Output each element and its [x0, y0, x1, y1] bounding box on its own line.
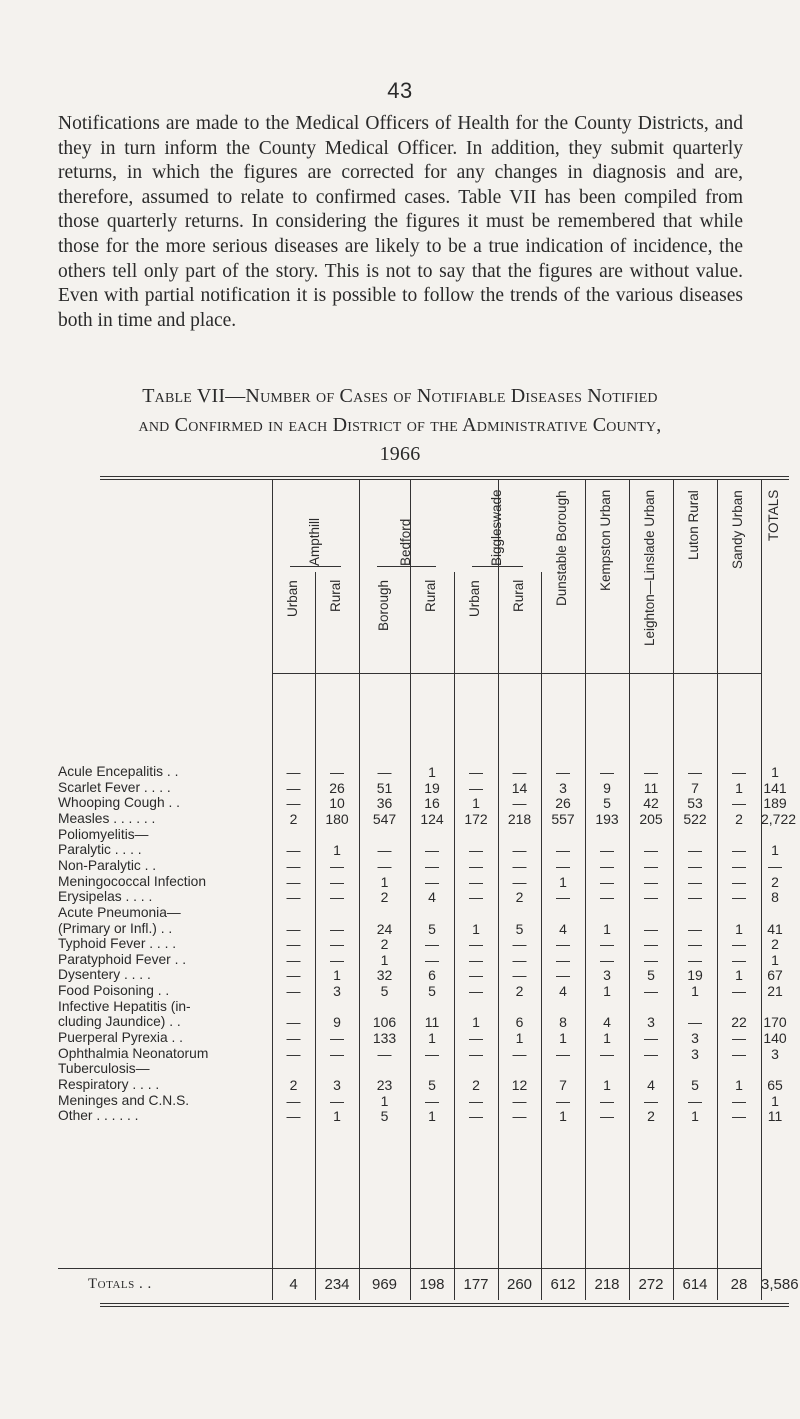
- table-cell: 1: [515, 1030, 524, 1047]
- table-cell: —: [600, 857, 614, 874]
- table-cell: 2: [515, 889, 524, 906]
- table-cell: 6: [428, 967, 436, 984]
- table-cell: 1: [333, 967, 341, 984]
- table-cell: 1: [559, 1030, 567, 1047]
- table-cell: 2: [771, 936, 779, 953]
- table-cell: —: [688, 1014, 702, 1031]
- row-label: Paralytic . . . .: [58, 842, 142, 858]
- table-cell: —: [286, 1030, 301, 1047]
- table-cell: 3: [559, 779, 567, 796]
- row-label: Erysipelas . . . .: [58, 889, 153, 905]
- table-cell: —: [556, 951, 570, 968]
- table-cell: —: [732, 1045, 746, 1062]
- table-cell: —: [512, 857, 527, 874]
- table-cell: —: [512, 1092, 527, 1109]
- table-cell: 8: [771, 889, 779, 906]
- table-cell: —: [644, 920, 658, 937]
- table-cell: 2: [380, 936, 389, 953]
- table-cell: 1: [603, 1030, 611, 1047]
- table-cell: —: [732, 889, 746, 906]
- table-cell: 141: [763, 779, 787, 796]
- table-top-rule: [100, 476, 789, 477]
- table-cell: 1: [735, 967, 743, 984]
- row-label: Non-Paralytic . .: [58, 857, 157, 873]
- table-cell: 2: [380, 889, 389, 906]
- table-cell: —: [425, 1092, 439, 1109]
- table-cell: —: [732, 857, 746, 874]
- table-cell: —: [644, 764, 658, 780]
- table-cell: —: [732, 842, 746, 859]
- table-cell: 11: [767, 1108, 783, 1125]
- table-cell: 1: [380, 873, 389, 890]
- table-cell: —: [644, 873, 658, 890]
- group-label: Biggleswade: [488, 489, 504, 566]
- table-cell: 67: [767, 967, 783, 984]
- table-cell: 1: [691, 1108, 699, 1125]
- table-cell: 1: [691, 983, 699, 1000]
- totals-cell: 272: [638, 1276, 664, 1293]
- table-cell: —: [644, 951, 658, 968]
- table-cell: —: [286, 873, 301, 890]
- table-top-rule-2: [100, 479, 789, 480]
- table-cell: —: [688, 873, 702, 890]
- table-cell: 1: [603, 920, 611, 937]
- table-cell: —: [286, 889, 301, 906]
- table-cell: —: [286, 936, 301, 953]
- table-cell: —: [688, 889, 702, 906]
- row-label: Other . . . . . .: [58, 1108, 139, 1124]
- row-label: Paratyphoid Fever . .: [58, 951, 187, 967]
- row-label: Ophthalmia Neonatorum: [58, 1045, 209, 1061]
- table-cell: —: [330, 1092, 344, 1109]
- table-cell: —: [425, 842, 439, 859]
- table-cell: 205: [639, 810, 663, 827]
- table-cell: —: [469, 1108, 483, 1125]
- totals-cell: 614: [682, 1276, 708, 1293]
- table-cell: 6: [515, 1014, 524, 1031]
- table-cell: —: [732, 873, 746, 890]
- table-cell: 2: [515, 983, 524, 1000]
- table-cell: —: [286, 842, 301, 859]
- table-cell: —: [330, 1045, 344, 1062]
- table-cell: 170: [763, 1014, 787, 1031]
- table-cell: 1: [333, 842, 341, 859]
- table-cell: 4: [603, 1014, 611, 1031]
- row-label: Whooping Cough . .: [58, 795, 180, 811]
- table-cell: —: [512, 951, 527, 968]
- table-cell: 1: [735, 779, 743, 796]
- table-cell: —: [469, 967, 483, 984]
- totals-cell: 177: [463, 1276, 489, 1293]
- table-cell: —: [330, 857, 344, 874]
- column-header: Dunstable Borough: [554, 490, 569, 606]
- table-cell: 2,722: [761, 810, 797, 827]
- page-number: 43: [387, 78, 413, 103]
- table-cell: —: [469, 936, 483, 953]
- column-header: Sandy Urban: [730, 490, 745, 569]
- table-cell: 21: [767, 983, 783, 1000]
- table-cell: 1: [472, 1014, 480, 1031]
- table-cell: —: [425, 857, 439, 874]
- table-cell: 1: [472, 920, 480, 937]
- caption-line-1: Table VII—Number of Cases of Notifiable Diseases Notified: [142, 385, 658, 407]
- table-cell: —: [469, 1045, 483, 1062]
- row-label: Typhoid Fever . . . .: [58, 936, 177, 952]
- table-cell: 5: [691, 1077, 699, 1093]
- table-cell: —: [425, 1045, 439, 1062]
- table-cell: —: [286, 857, 301, 874]
- totals-label: Totals . .: [88, 1276, 152, 1292]
- table-cell: —: [556, 842, 570, 859]
- table-caption: [30, 382, 770, 469]
- totals-cell: 234: [324, 1276, 350, 1293]
- row-label: Acule Encepalitis . .: [58, 764, 179, 779]
- table-cell: —: [330, 873, 344, 890]
- table-cell: 12: [511, 1077, 528, 1093]
- intro-paragraph: Notifications are made to the Medical Officers of Health for the County Districts, and they in turn inform the County Medical Officer. In addition, they submit quarterly returns, in which the figures are corrected for any changes in diagnosis and are, therefore, assumed to relate to confirmed cases. Table VII has been compiled from those quarterly returns. In considering the figures it must be remembered that while those for the more serious diseases are likely to be a true indication of incidence, the others tell only part of the story. This is not to say that the figures are without value. Even with partial notification it is possible to follow the trends of the various diseases both in time and place.: [58, 113, 743, 331]
- table-cell: —: [286, 1108, 301, 1125]
- table-cell: —: [732, 1092, 746, 1109]
- table-cell: —: [644, 1092, 658, 1109]
- table-cell: 53: [687, 795, 703, 812]
- table-cell: —: [286, 1045, 301, 1062]
- table-cell: 2: [289, 1077, 298, 1093]
- table-cell: 3: [771, 1045, 779, 1062]
- table-cell: 5: [647, 967, 655, 984]
- column-header: TOTALS: [766, 490, 781, 542]
- table-cell: —: [600, 951, 614, 968]
- table-cell: —: [469, 983, 483, 1000]
- table-cell: —: [512, 873, 527, 890]
- table-cell: 124: [420, 810, 444, 827]
- table-cell: 14: [511, 779, 528, 796]
- table-cell: 42: [643, 795, 659, 812]
- row-label: Meningococcal Infection: [58, 873, 207, 889]
- table-cell: —: [469, 764, 483, 780]
- table-cell: —: [600, 1092, 614, 1109]
- table-cell: —: [425, 936, 439, 953]
- row-label: Dysentery . . . .: [58, 967, 151, 983]
- table-cell: —: [556, 936, 570, 953]
- table-cell: 1: [771, 1092, 779, 1109]
- table-cell: —: [688, 920, 702, 937]
- table-cell: —: [644, 842, 658, 859]
- table-cell: 24: [376, 920, 393, 937]
- table-cell: —: [469, 1092, 483, 1109]
- table-cell: —: [425, 951, 439, 968]
- table-cell: 5: [380, 983, 389, 1000]
- table-cell: 3: [647, 1014, 655, 1031]
- table-cell: —: [688, 936, 702, 953]
- table-cell: —: [286, 1014, 301, 1031]
- column-header: Urban: [467, 580, 482, 617]
- column-header: Rural: [510, 580, 526, 613]
- table-cell: 9: [603, 779, 611, 796]
- table-cell: —: [330, 920, 344, 937]
- table-cell: —: [286, 795, 301, 812]
- table-cell: 7: [691, 779, 699, 796]
- totals-cell: 612: [550, 1276, 576, 1293]
- table-cell: 522: [683, 810, 707, 827]
- row-label: cluding Jaundice) . .: [58, 1014, 181, 1030]
- table-cell: —: [512, 1045, 527, 1062]
- table-cell: 1: [603, 983, 611, 1000]
- row-label: Measles . . . . . .: [58, 810, 156, 826]
- row-label: Puerperal Pyrexia . .: [58, 1030, 183, 1046]
- table-cell: —: [556, 1045, 570, 1062]
- row-label: Acute Pneumonia—: [58, 904, 181, 920]
- table-cell: —: [377, 1045, 392, 1062]
- table-cell: 4: [559, 920, 567, 937]
- table-cell: 2: [472, 1077, 480, 1093]
- column-header: Rural: [328, 580, 343, 613]
- table-cell: —: [469, 873, 483, 890]
- table-cell: —: [286, 764, 301, 780]
- totals-cell: 28: [730, 1276, 748, 1293]
- table-cell: 2: [771, 873, 779, 890]
- row-label: (Primary or Infl.) . .: [58, 920, 173, 936]
- table-cell: —: [469, 1030, 483, 1047]
- table-cell: 26: [555, 795, 571, 812]
- table-cell: 3: [333, 983, 341, 1000]
- table-cell: —: [732, 764, 746, 780]
- table-cell: —: [469, 889, 483, 906]
- table-cell: 3: [333, 1077, 341, 1093]
- table-cell: 23: [376, 1077, 393, 1093]
- table-cell: 1: [735, 920, 743, 937]
- table-cell: —: [286, 951, 301, 968]
- table-cell: —: [732, 1030, 746, 1047]
- table-cell: 1: [428, 764, 436, 780]
- table-cell: 1: [559, 1108, 567, 1125]
- table-cell: —: [286, 1092, 301, 1109]
- table-cell: 180: [325, 810, 349, 827]
- table-cell: —: [732, 795, 746, 812]
- table-cell: 4: [647, 1077, 655, 1093]
- table-cell: 193: [595, 810, 619, 827]
- table-cell: —: [644, 857, 658, 874]
- table-cell: 140: [763, 1030, 787, 1047]
- table-cell: —: [330, 936, 344, 953]
- table-cell: —: [600, 889, 614, 906]
- table-cell: —: [330, 764, 344, 780]
- row-label: Respiratory . . . .: [58, 1077, 160, 1092]
- table-cell: —: [732, 951, 746, 968]
- table-cell: —: [512, 764, 527, 780]
- table-cell: 19: [687, 967, 703, 984]
- table-cell: 1: [603, 1077, 611, 1093]
- table-cell: 19: [424, 779, 440, 796]
- table-cell: 5: [515, 920, 524, 937]
- table-cell: 5: [428, 920, 436, 937]
- table-cell: 1: [380, 951, 389, 968]
- table-cell: —: [286, 967, 301, 984]
- table-cell: —: [732, 936, 746, 953]
- table-cell: —: [512, 842, 527, 859]
- totals-cell: 3,586: [761, 1276, 799, 1293]
- row-label: Food Poisoning . .: [58, 983, 170, 999]
- table-cell: —: [600, 936, 614, 953]
- column-header: Borough: [375, 580, 391, 632]
- totals-cell: 4: [289, 1276, 298, 1293]
- table-cell: 11: [643, 779, 659, 796]
- table-cell: 1: [559, 873, 567, 890]
- table-cell: 133: [372, 1030, 397, 1047]
- table-cell: —: [644, 889, 658, 906]
- table-cell: 7: [559, 1077, 567, 1093]
- totals-cell: 260: [506, 1276, 533, 1293]
- table-cell: —: [330, 889, 344, 906]
- table-cell: 1: [771, 764, 779, 780]
- table-cell: 557: [551, 810, 575, 827]
- table-cell: —: [512, 936, 527, 953]
- table-cell: —: [377, 764, 392, 780]
- table-cell: 5: [603, 795, 611, 812]
- row-label: Scarlet Fever . . . .: [58, 779, 171, 795]
- table-cell: 22: [731, 1014, 747, 1031]
- table-cell: —: [286, 983, 301, 1000]
- table-cell: 65: [767, 1077, 783, 1093]
- caption-line-2: and Confirmed in each District of the Administrative County,: [138, 414, 662, 436]
- table-cell: 4: [428, 889, 436, 906]
- table-cell: —: [556, 889, 570, 906]
- table-cell: 172: [464, 810, 488, 827]
- group-label: Bedford: [397, 518, 413, 566]
- group-bracket: [290, 566, 341, 567]
- row-label: Meninges and C.N.S.: [58, 1092, 190, 1108]
- table-cell: 51: [376, 779, 393, 796]
- table-bottom-rule: [100, 1303, 789, 1304]
- table-cell: 10: [329, 795, 345, 812]
- table-cell: —: [688, 842, 702, 859]
- table-cell: —: [377, 842, 392, 859]
- table-cell: 547: [372, 810, 397, 827]
- table-cell: —: [768, 857, 782, 874]
- table-cell: 189: [763, 795, 787, 812]
- table-cell: —: [688, 764, 702, 780]
- table-cell: —: [600, 873, 614, 890]
- table-cell: 8: [559, 1014, 567, 1031]
- table-cell: —: [688, 857, 702, 874]
- table-cell: —: [644, 1045, 658, 1062]
- totals-cell: 218: [594, 1276, 620, 1293]
- table-cell: —: [732, 1108, 746, 1125]
- group-bracket: [377, 566, 436, 567]
- table-cell: —: [556, 857, 570, 874]
- table-cell: 1: [735, 1077, 743, 1093]
- table-cell: 4: [559, 983, 567, 1000]
- table-cell: 2: [647, 1108, 655, 1125]
- table-cell: —: [600, 842, 614, 859]
- header-body-rule: [272, 673, 761, 674]
- table-cell: —: [600, 1045, 614, 1062]
- table-cell: 106: [372, 1014, 397, 1031]
- row-label: Tuberculosis—: [58, 1061, 150, 1077]
- table-cell: 32: [376, 967, 393, 984]
- row-label: Infective Hepatitis (in-: [58, 998, 191, 1014]
- table-cell: —: [600, 764, 614, 780]
- table-cell: 1: [771, 842, 779, 859]
- table-cell: —: [732, 983, 746, 1000]
- table-cell: —: [644, 1030, 658, 1047]
- table-cell: 5: [428, 1077, 436, 1093]
- totals-cell: 969: [371, 1276, 398, 1293]
- table-cell: 16: [424, 795, 440, 812]
- table-cell: —: [688, 1092, 702, 1109]
- table-cell: 36: [376, 795, 393, 812]
- group-bracket: [472, 566, 523, 567]
- table-cell: —: [512, 967, 527, 984]
- column-header: Rural: [423, 580, 438, 613]
- table-cell: 3: [603, 967, 611, 984]
- table-cell: —: [330, 951, 344, 968]
- column-header: Luton Rural: [686, 490, 701, 560]
- table-cell: —: [644, 936, 658, 953]
- caption-year: 1966: [379, 443, 421, 465]
- table-cell: —: [469, 857, 483, 874]
- table-cell: —: [644, 983, 658, 1000]
- column-header: Urban: [284, 580, 300, 617]
- table-cell: —: [688, 951, 702, 968]
- table-cell: —: [469, 842, 483, 859]
- table-cell: 5: [380, 1108, 389, 1125]
- table-cell: —: [556, 764, 570, 780]
- table-cell: 5: [428, 983, 436, 1000]
- table-cell: —: [556, 967, 570, 984]
- table-cell: 1: [428, 1108, 436, 1125]
- table-cell: 2: [735, 810, 743, 827]
- table-cell: 1: [333, 1108, 341, 1125]
- table-cell: 26: [329, 779, 345, 796]
- table-cell: —: [286, 920, 301, 937]
- table-cell: 3: [691, 1045, 699, 1062]
- table-cell: 11: [424, 1014, 440, 1031]
- table-cell: —: [330, 1030, 344, 1047]
- table-cell: —: [469, 779, 483, 796]
- table-cell: 3: [691, 1030, 699, 1047]
- table-cell: —: [512, 1108, 527, 1125]
- table-cell: 1: [771, 951, 779, 968]
- totals-cell: 198: [419, 1276, 445, 1293]
- table-cell: —: [425, 873, 439, 890]
- table-bottom-rule-2: [100, 1306, 789, 1307]
- table-cell: —: [469, 951, 483, 968]
- table-cell: 1: [472, 795, 480, 812]
- column-header: Kempston Urban: [598, 490, 613, 592]
- table-cell: —: [556, 1092, 570, 1109]
- table-cell: 1: [428, 1030, 436, 1047]
- column-header: Leighton—Linslade Urban: [642, 490, 657, 647]
- table-cell: —: [512, 795, 527, 812]
- table-cell: —: [286, 779, 301, 796]
- table-cell: —: [600, 1108, 614, 1125]
- table-cell: 218: [507, 810, 532, 827]
- table-cell: —: [377, 857, 392, 874]
- group-label: Ampthill: [306, 517, 322, 566]
- row-label: Poliomyelitis—: [58, 826, 149, 842]
- table-cell: 2: [289, 810, 298, 827]
- table-cell: 41: [767, 920, 783, 937]
- table-cell: 1: [380, 1092, 389, 1109]
- table-cell: 9: [333, 1014, 341, 1031]
